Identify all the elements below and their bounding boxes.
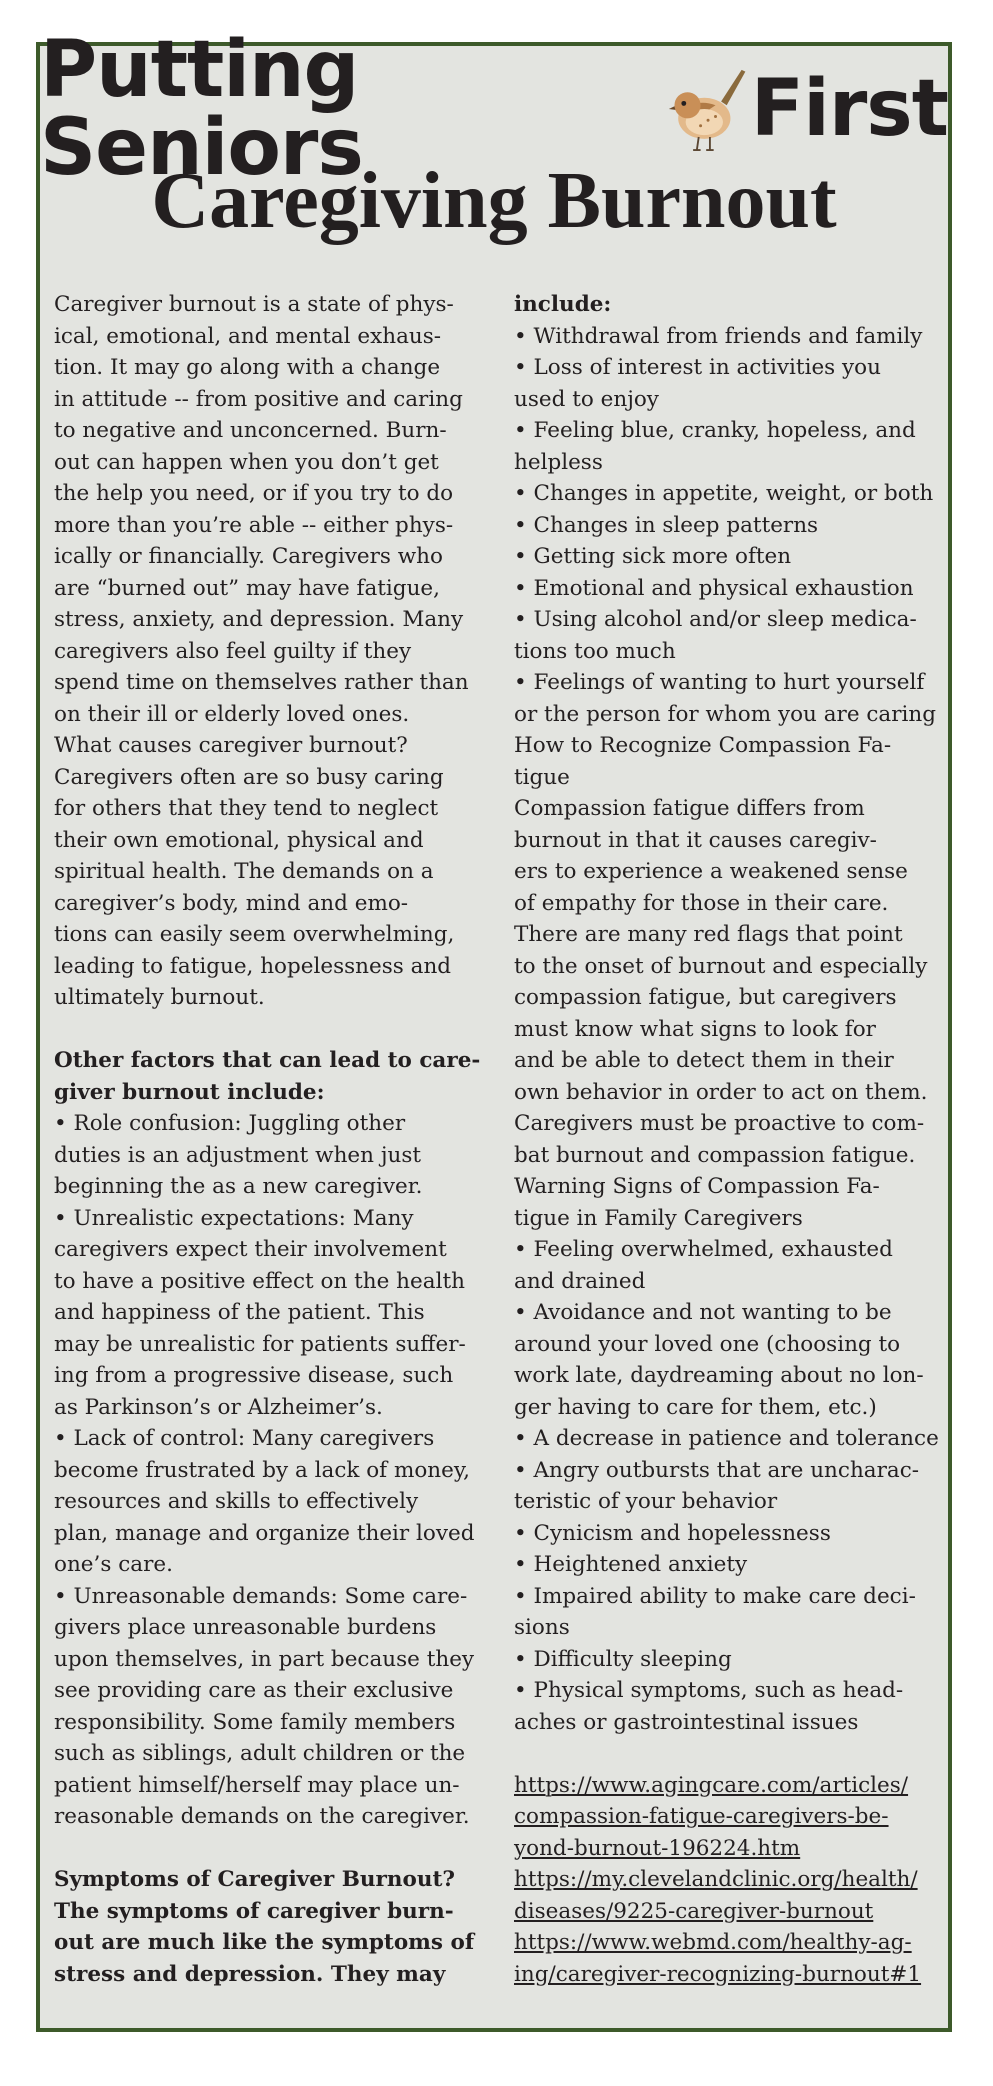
text-line: ers to experience a weakened sense (514, 859, 908, 884)
text-line: ically or financially. Caregivers who (54, 544, 443, 569)
text-line: • Withdrawal from friends and family (514, 323, 923, 349)
text-line: • Emotional and physical exhaustion (514, 575, 914, 601)
text-line: spiritual health. The demands on a (54, 859, 434, 884)
reference-link-text[interactable]: https://www.agingcare.com/articles/ (514, 1772, 909, 1798)
text-line: responsibility. Some family members (54, 1709, 456, 1735)
text-line: around your loved one (choosing to (514, 1331, 901, 1357)
text-line: ultimately burnout. (54, 985, 265, 1010)
text-line: Compassion fatigue differs from (514, 796, 865, 821)
text-line: • A decrease in patience and tolerance (514, 1426, 939, 1451)
text-line: may be unrealistic for patients suffer- (54, 1331, 466, 1357)
reference-link-text[interactable]: https://www.webmd.com/healthy-ag- (514, 1930, 912, 1955)
text-line: patient himself/herself may place un- (54, 1772, 460, 1798)
text-line: and be able to detect them in their (514, 1048, 894, 1073)
text-line: compassion fatigue, but caregivers (514, 985, 897, 1010)
text-line: must know what signs to look for (514, 1016, 876, 1042)
masthead-title-part1: Putting Seniors (40, 25, 363, 193)
subheading-line: stress and depression. They may (54, 1961, 446, 1987)
text-line: • Impaired ability to make care deci- (514, 1583, 916, 1609)
text-line: • Feeling blue, cranky, hopeless, and (514, 418, 916, 443)
text-line: • Physical symptoms, such as head- (514, 1678, 904, 1703)
text-line: ical, emotional, and mental exhaus- (54, 323, 442, 349)
text-line: • Cynicism and hopelessness (514, 1520, 831, 1546)
text-line: • Heightened anxiety (514, 1552, 748, 1577)
text-line: used to enjoy (514, 386, 659, 412)
text-line: such as siblings, adult children or the (54, 1741, 466, 1766)
text-line: more than you’re able -- either phys- (54, 512, 454, 538)
subheading-line: Symptoms of Caregiver Burnout? (54, 1867, 455, 1892)
text-line: as Parkinson’s or Alzheimer’s. (54, 1394, 383, 1420)
text-line: bat burnout and compassion fatigue. (514, 1142, 916, 1168)
text-line: their own emotional, physical and (54, 827, 424, 853)
text-line: reasonable demands on the caregiver. (54, 1804, 470, 1829)
left-column (54, 289, 481, 1990)
text-line: • Unreasonable demands: Some care- (54, 1583, 468, 1609)
text-line: on their ill or elderly loved ones. (54, 701, 410, 727)
subheading-line: The symptoms of caregiver burn- (54, 1898, 454, 1924)
text-line: become frustrated by a lack of money, (54, 1457, 470, 1483)
newsletter-panel (36, 25, 952, 2032)
reference-link-text[interactable]: yond-burnout-196224.htm (514, 1835, 801, 1861)
text-line: tions too much (514, 638, 676, 664)
masthead (40, 25, 948, 193)
subheading-line: giver burnout include: (54, 1079, 325, 1105)
text-line: work late, daydreaming about no lon- (514, 1363, 924, 1388)
text-line: • Getting sick more often (514, 544, 792, 569)
text-line: • Avoidance and not wanting to be (514, 1300, 892, 1325)
text-line: spend time on themselves rather than (54, 670, 469, 695)
reference-link[interactable] (514, 1927, 944, 1959)
paragraph-spacer (514, 1738, 944, 1770)
reference-link[interactable] (514, 1959, 944, 1991)
text-line: caregivers expect their involvement (54, 1237, 447, 1262)
text-line: How to Recognize Compassion Fa- (514, 733, 892, 758)
text-line: teristic of your behavior (514, 1489, 778, 1514)
text-line: caregivers also feel guilty if they (54, 638, 412, 664)
reference-link-text[interactable]: compassion-fatigue-caregivers-be- (514, 1804, 889, 1829)
bird-icon (667, 61, 747, 157)
text-line: and happiness of the patient. This (54, 1300, 425, 1325)
text-line: sions (514, 1615, 570, 1640)
text-line: Caregivers must be proactive to com- (514, 1111, 925, 1136)
text-line: duties is an adjustment when just (54, 1142, 422, 1168)
text-line: out can happen when you don’t get (54, 449, 439, 475)
text-line: tions can easily seem overwhelming, (54, 922, 455, 947)
text-line: • Using alcohol and/or sleep medica- (514, 607, 917, 632)
text-line: • Feelings of wanting to hurt yourself (514, 670, 925, 695)
text-line: are “burned out” may have fatigue, (54, 575, 440, 601)
reference-link-text[interactable]: ing/caregiver-recognizing-burnout#1 (514, 1961, 922, 1987)
text-line: • Unrealistic expectations: Many (54, 1205, 414, 1231)
page-title: Caregiving Burnout (151, 157, 837, 245)
text-line: Caregiver burnout is a state of phys- (54, 292, 454, 317)
text-line: ing from a progressive disease, such (54, 1363, 454, 1388)
text-line: caregiver’s body, mind and emo- (54, 890, 409, 916)
text-line: leading to fatigue, hopelessness and (54, 953, 452, 979)
text-line: own behavior in order to act on them. (514, 1079, 928, 1105)
reference-link[interactable] (514, 1770, 944, 1802)
text-line: tigue in Family Caregivers (514, 1205, 803, 1231)
text-line: aches or gastrointestinal issues (514, 1709, 859, 1735)
text-line: There are many red flags that point (514, 922, 903, 947)
text-line: givers place unreasonable burdens (54, 1615, 437, 1640)
text-line: burnout in that it causes caregiv- (514, 827, 877, 853)
reference-link[interactable] (514, 1864, 944, 1896)
text-line: • Role confusion: Juggling other (54, 1111, 406, 1136)
masthead-title-part2: First (750, 64, 948, 154)
text-line: • Changes in sleep patterns (514, 512, 819, 538)
paragraph-spacer (54, 1833, 474, 1865)
text-line: the help you need, or if you try to do (54, 481, 454, 506)
text-line: one’s care. (54, 1552, 173, 1577)
subheading-line: Other factors that can lead to care- (54, 1048, 481, 1073)
text-line: of empathy for those in their care. (514, 890, 889, 916)
text-line: • Feeling overwhelmed, exhausted (514, 1237, 893, 1262)
text-line: ger having to care for them, etc.) (514, 1394, 877, 1420)
reference-link-text[interactable]: diseases/9225-caregiver-burnout (514, 1898, 874, 1924)
paragraph-spacer (54, 1014, 474, 1046)
text-line: beginning the as a new caregiver. (54, 1174, 423, 1199)
text-line: in attitude -- from positive and caring (54, 386, 463, 412)
subheading-line: include: (514, 292, 612, 317)
text-line: • Difficulty sleeping (514, 1646, 732, 1672)
reference-link-text[interactable]: https://my.clevelandclinic.org/health/ (514, 1867, 918, 1892)
text-line: for others that they tend to neglect (54, 796, 439, 821)
text-line: or the person for whom you are caring (514, 701, 937, 727)
right-column (514, 289, 944, 1990)
text-line: stress, anxiety, and depression. Many (54, 607, 464, 632)
subheading-line: out are much like the symptoms of (54, 1930, 475, 1955)
text-line: tion. It may go along with a change (54, 355, 441, 380)
reference-link[interactable] (514, 1801, 944, 1833)
text-line: Caregivers often are so busy caring (54, 764, 444, 790)
text-line: helpless (514, 449, 603, 475)
text-line: tigue (514, 764, 570, 790)
text-line: plan, manage and organize their loved (54, 1520, 475, 1546)
text-line: What causes caregiver burnout? (54, 733, 408, 758)
text-line: • Angry outbursts that are uncharac- (514, 1457, 920, 1483)
text-line: resources and skills to effectively (54, 1489, 419, 1514)
text-line: see providing care as their exclusive (54, 1678, 454, 1703)
text-line: to the onset of burnout and especially (514, 953, 928, 979)
text-line: upon themselves, in part because they (54, 1646, 475, 1672)
text-line: • Changes in appetite, weight, or both (514, 481, 934, 506)
reference-link[interactable] (514, 1833, 944, 1865)
reference-link[interactable] (514, 1896, 944, 1928)
text-line: • Lack of control: Many caregivers (54, 1426, 435, 1451)
text-line: • Loss of interest in activities you (514, 355, 881, 380)
text-line: to negative and unconcerned. Burn- (54, 418, 447, 443)
text-line: and drained (514, 1268, 646, 1294)
text-line: Warning Signs of Compassion Fa- (514, 1174, 880, 1199)
text-line: to have a positive effect on the health (54, 1268, 465, 1294)
